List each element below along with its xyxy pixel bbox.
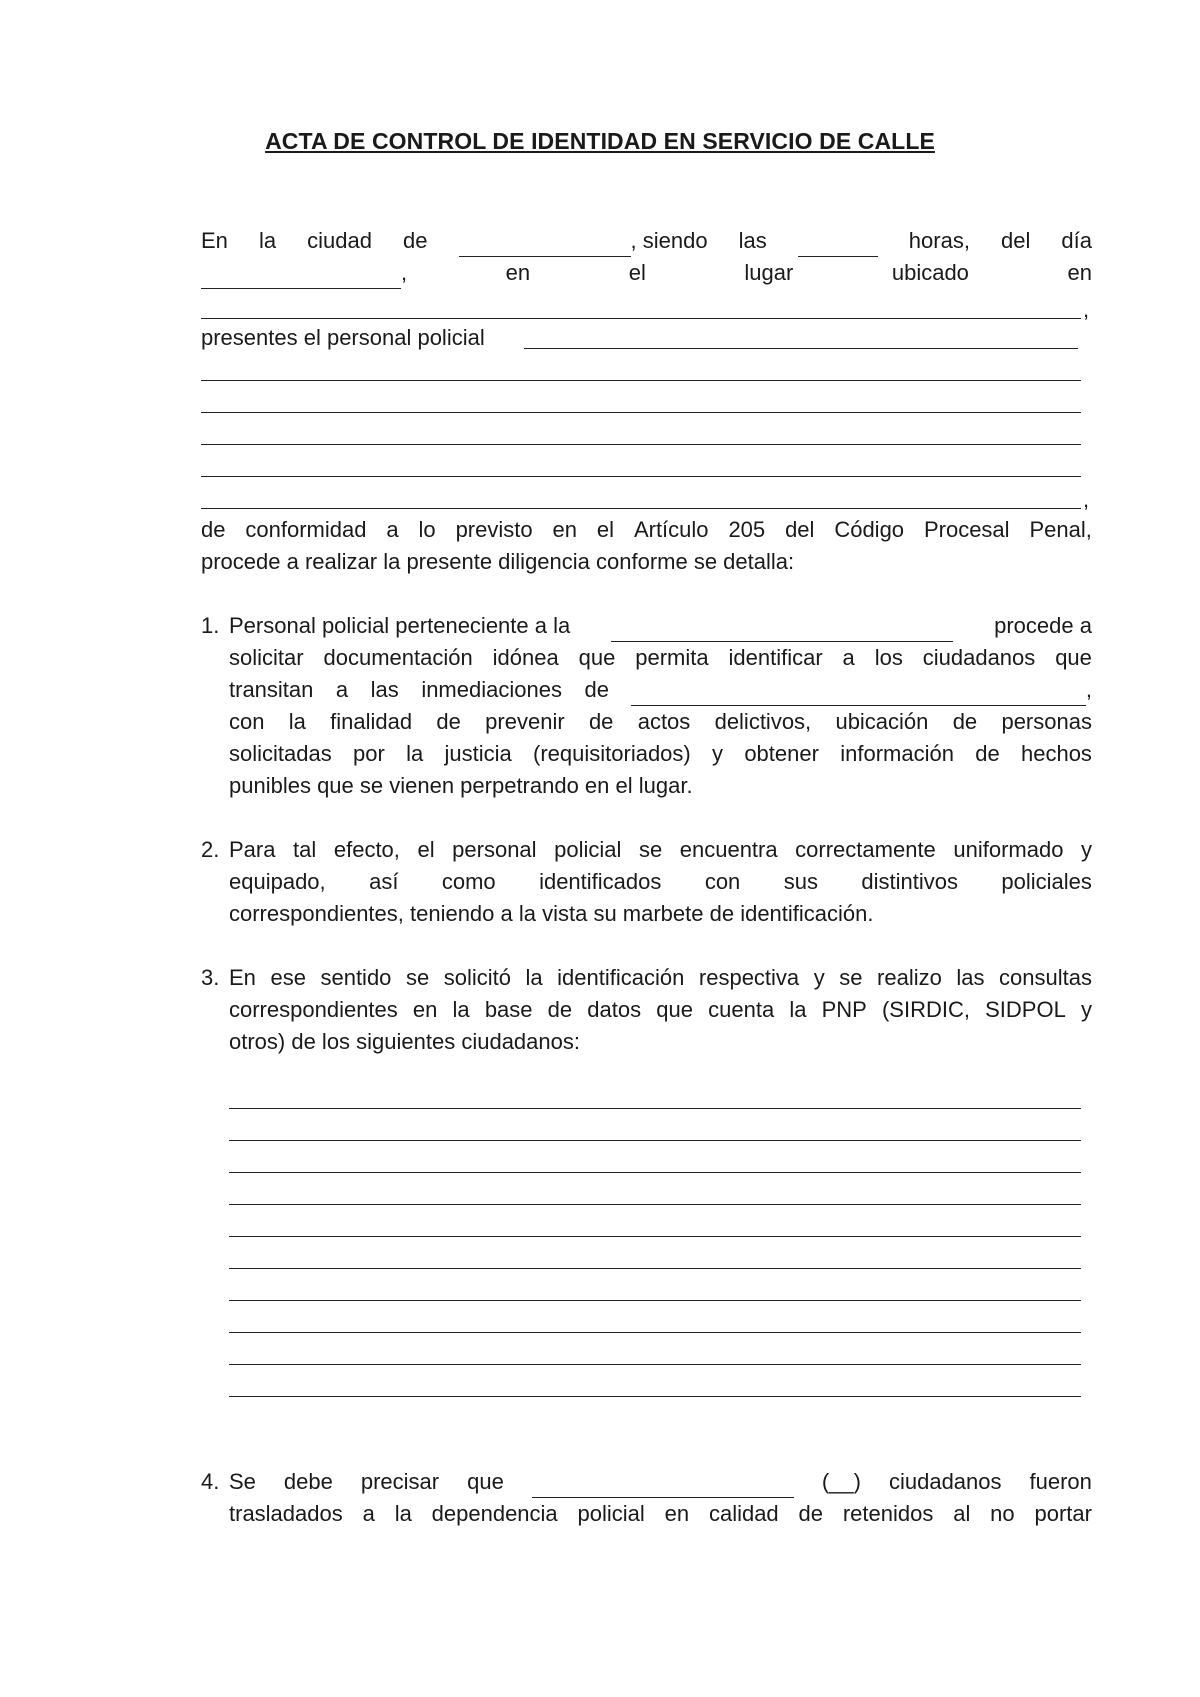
item1-line-1 [229, 610, 1092, 642]
item3-word: y [1080, 997, 1092, 1022]
item2-word: tal [293, 837, 317, 862]
item3-word: datos [587, 997, 642, 1022]
item-number: 1. [201, 613, 220, 638]
conformidad-word: en [552, 517, 577, 542]
item2-word: y [1081, 837, 1092, 862]
date-blank[interactable] [201, 266, 401, 289]
citizen-line[interactable] [229, 1204, 1081, 1205]
item1-word: a [842, 645, 855, 670]
item1-word: de [436, 709, 461, 734]
quantity-words-blank[interactable] [532, 1475, 794, 1498]
item1-word: de [584, 677, 609, 702]
item1-word: finalidad [330, 709, 413, 734]
intro-word: en [1067, 260, 1092, 285]
conformidad-word: lo [418, 517, 436, 542]
item1-word: solicitadas [229, 741, 332, 766]
location-blank[interactable] [201, 318, 1081, 319]
item2-word: correctamente [795, 837, 936, 862]
item2-word: con [704, 869, 741, 894]
comma: , [1083, 297, 1090, 322]
intro-word: de [402, 228, 428, 253]
item3-line-1 [229, 962, 1092, 994]
item1-word: transitan [229, 677, 314, 702]
citizen-line[interactable] [229, 1268, 1081, 1269]
item1-word: la [406, 741, 424, 766]
item1-word: documentación [323, 645, 473, 670]
intro-word: del [1000, 228, 1031, 253]
comma: , [401, 260, 408, 285]
item1-word: (requisitoriados) [533, 741, 691, 766]
item3-word: y [813, 965, 825, 990]
item3-word: se [839, 965, 863, 990]
intro-word: ubicado [891, 260, 969, 285]
intro-line-2 [201, 257, 1092, 289]
conformidad-word: previsto [455, 517, 533, 542]
item3-word: cuenta [708, 997, 775, 1022]
conformidad-word: a [386, 517, 399, 542]
conformidad-word: Penal, [1029, 517, 1092, 542]
item2-word: policiales [1001, 869, 1092, 894]
hours-blank[interactable] [798, 234, 878, 257]
item2-word: equipado, [229, 869, 326, 894]
item3-word: la [789, 997, 807, 1022]
item2-word: distintivos [861, 869, 958, 894]
document-title: ACTA DE CONTROL DE IDENTIDAD EN SERVICIO DE CALLE [265, 128, 935, 154]
item4-line-2 [229, 1498, 1092, 1530]
intro-line-1 [201, 225, 1092, 257]
item1-word: de [588, 709, 614, 734]
item3-word: correspondientes [229, 997, 398, 1022]
item1-word: hechos [1020, 741, 1092, 766]
conformidad-word: de [201, 517, 226, 542]
item1-word: de [975, 741, 1000, 766]
item3-word: realizo [877, 965, 942, 990]
item1-word: idónea [492, 645, 559, 670]
item2-word: como [441, 869, 496, 894]
vicinity-blank[interactable] [631, 683, 1086, 706]
comma: , [1085, 677, 1092, 702]
intro-word: el [628, 260, 646, 285]
citizen-line[interactable] [229, 1332, 1081, 1333]
item2-word: personal [452, 837, 537, 862]
personnel-line[interactable] [201, 476, 1081, 477]
item4-word: en [664, 1501, 690, 1526]
item1-word: de [952, 709, 978, 734]
item2-word: policial [554, 837, 622, 862]
item2-word: el [417, 837, 435, 862]
intro-word: ciudad [307, 228, 372, 253]
item2-line-1 [229, 834, 1092, 866]
item4-word: ciudadanos [888, 1469, 1002, 1494]
item3-word: PNP [821, 997, 867, 1022]
item2-line-3: correspondientes, teniendo a la vista su marbete de identificación. [229, 901, 874, 926]
item4-word: portar [1034, 1501, 1092, 1526]
quantity-number-blank[interactable]: (__) [821, 1469, 861, 1494]
police-personnel-blank[interactable] [524, 348, 1078, 349]
item1-word: con [229, 709, 265, 734]
city-blank[interactable] [459, 234, 631, 257]
item1-line-4 [229, 706, 1092, 738]
citizen-line[interactable] [229, 1300, 1081, 1301]
item1-line-5 [229, 738, 1092, 770]
intro-word: , siendo [630, 228, 708, 253]
item3-word: solicitó [443, 965, 511, 990]
citizen-line[interactable] [229, 1108, 1081, 1109]
personnel-line[interactable] [201, 444, 1081, 445]
item4-word: Se [229, 1469, 256, 1494]
item4-word: dependencia [431, 1501, 558, 1526]
item-number: 3. [201, 965, 220, 990]
item4-word: a [362, 1501, 375, 1526]
item4-word: policial [577, 1501, 645, 1526]
citizen-line[interactable] [229, 1364, 1081, 1365]
intro-word: día [1061, 228, 1092, 253]
item2-word: sus [783, 869, 818, 894]
item4-word: que [467, 1469, 504, 1494]
item3-word: identificación [557, 965, 685, 990]
item4-word: la [394, 1501, 412, 1526]
item2-line-2 [229, 866, 1092, 898]
item-number: 4. [201, 1469, 220, 1494]
conformidad-line-1 [201, 514, 1092, 546]
item3-word: consultas [999, 965, 1092, 990]
item1-text: Personal policial perteneciente a la [229, 613, 571, 638]
citizen-line[interactable] [229, 1140, 1081, 1141]
item3-word: En [229, 965, 256, 990]
item1-word: la [288, 709, 306, 734]
item3-word: base [484, 997, 533, 1022]
intro-word: horas, [908, 228, 970, 253]
comma: , [1083, 487, 1090, 512]
item2-word: efecto, [333, 837, 400, 862]
item1-word: los [874, 645, 903, 670]
item1-word: identificar [728, 645, 823, 670]
item4-word: retenidos [842, 1501, 934, 1526]
item4-word: fueron [1029, 1469, 1092, 1494]
item1-word: justicia [444, 741, 512, 766]
intro-word: lugar [744, 260, 794, 285]
item1-word: por [353, 741, 385, 766]
item3-word: SIDPOL [985, 997, 1066, 1022]
conformidad-word: Artículo [633, 517, 709, 542]
citizen-line[interactable] [229, 1396, 1081, 1397]
citizen-line[interactable] [229, 1236, 1081, 1237]
item4-word: de [798, 1501, 823, 1526]
citizen-line[interactable] [229, 1172, 1081, 1173]
conformidad-word: el [596, 517, 615, 542]
item-number: 2. [201, 837, 220, 862]
conformidad-word: del [785, 517, 815, 542]
conformidad-word: conformidad [245, 517, 367, 542]
item1-word: ubicación [835, 709, 929, 734]
item3-word: (SIRDIC, [881, 997, 970, 1022]
intro-word: En [201, 228, 228, 253]
conformidad-line-2: procede a realizar la presente diligencia conforme se detalla: [201, 549, 795, 574]
item3-word: la [525, 965, 543, 990]
item3-word: se [405, 965, 430, 990]
item4-word: trasladados [229, 1501, 343, 1526]
item3-word: las [956, 965, 985, 990]
item3-word: respectiva [698, 965, 800, 990]
personnel-line[interactable] [201, 508, 1081, 509]
intro-word: la [258, 228, 277, 253]
item4-line-1 [229, 1466, 1092, 1498]
item4-word: no [990, 1501, 1015, 1526]
item2-word: identificados [539, 869, 662, 894]
item3-line-2 [229, 994, 1092, 1026]
item1-line-3 [229, 674, 1092, 706]
item3-word: en [412, 997, 438, 1022]
item1-word: actos [637, 709, 691, 734]
conformidad-word: Código [834, 517, 905, 542]
item4-word: calidad [708, 1501, 779, 1526]
item3-word: sentido [320, 965, 392, 990]
conformidad-word: Procesal [923, 517, 1010, 542]
item1-word: personas [1001, 709, 1092, 734]
item1-line-2 [229, 642, 1092, 674]
item1-word: que [578, 645, 616, 670]
item1-word: a [335, 677, 349, 702]
item2-word: así [369, 869, 399, 894]
item4-word: debe [283, 1469, 333, 1494]
item1-word: información [840, 741, 954, 766]
item4-word: precisar [360, 1469, 440, 1494]
item1-line-6: punibles que se vienen perpetrando en el lugar. [229, 773, 693, 798]
item1-text: procede a [994, 613, 1092, 638]
item1-word: obtener [744, 741, 819, 766]
conformidad-word: 205 [728, 517, 766, 542]
item1-word: y [712, 741, 724, 766]
presentes-label: presentes el personal policial [201, 325, 485, 350]
item1-word: permita [635, 645, 709, 670]
item3-line-3: otros) de los siguientes ciudadanos: [229, 1029, 580, 1054]
item3-word: ese [270, 965, 306, 990]
item1-word: solicitar [229, 645, 304, 670]
item1-word: prevenir [485, 709, 565, 734]
item3-word: la [452, 997, 470, 1022]
item1-word: inmediaciones [421, 677, 562, 702]
item1-word: delictivos, [714, 709, 812, 734]
item2-word: encuentra [679, 837, 778, 862]
item2-word: uniformado [953, 837, 1064, 862]
unit-blank[interactable] [611, 619, 953, 642]
item1-word: ciudadanos [922, 645, 1036, 670]
item2-word: se [638, 837, 663, 862]
personnel-line[interactable] [201, 412, 1081, 413]
intro-word: las [738, 228, 767, 253]
intro-word: en [505, 260, 531, 285]
item3-word: que [656, 997, 693, 1022]
item4-word: al [953, 1501, 971, 1526]
item1-word: que [1055, 645, 1092, 670]
personnel-line[interactable] [201, 380, 1081, 381]
item3-word: de [547, 997, 573, 1022]
item1-word: las [370, 677, 399, 702]
item2-word: Para [229, 837, 276, 862]
